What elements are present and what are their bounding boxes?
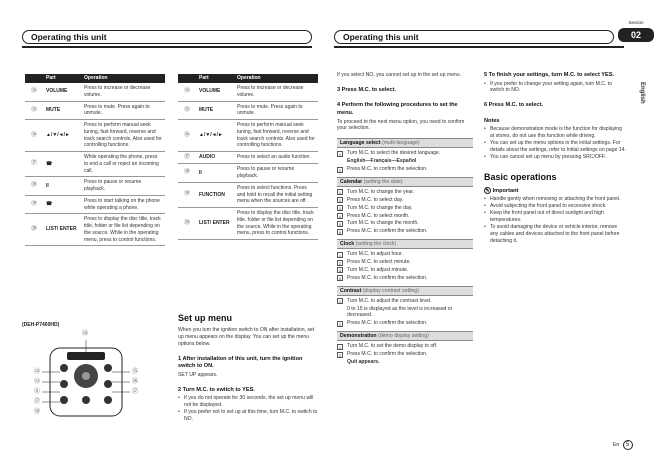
list-item: 2 Press M.C. to confirm the selection. — [338, 166, 428, 173]
left-header-title: Operating this unit — [31, 32, 107, 42]
box-subtitle: (demo display setting) — [378, 333, 429, 340]
row-part: VOLUME — [43, 83, 81, 101]
list-item: 2 Press M.C. to select day. — [338, 196, 404, 204]
row-part: FUNCTION — [196, 182, 234, 207]
table-row — [25, 120, 165, 152]
row-part: II — [196, 164, 234, 183]
bullet-item: • If you prefer to change your setting again, turn M.C. to switch to NO. — [484, 81, 626, 95]
language-steps — [337, 150, 473, 173]
row-operation: Press to increase or decrease volume. — [81, 83, 165, 101]
row-operation: Press to pause or resume playback. — [81, 177, 165, 196]
row-part: LIST/ ENTER — [196, 208, 234, 240]
left-header-rule — [22, 46, 312, 48]
row-part: MUTE — [196, 101, 234, 120]
step-text: Turn M.C. to adjust minute. — [347, 266, 409, 273]
table-row — [178, 208, 318, 240]
table-row — [178, 83, 318, 101]
language-tab — [636, 82, 646, 122]
step-text: Press M.C. to select minute. — [347, 259, 411, 266]
table-header-part: Part — [43, 74, 81, 83]
row-part: ▲/▼/◄/► — [43, 120, 81, 152]
box-title: Calendar — [340, 178, 363, 185]
box-subtitle: (setting the date) — [363, 178, 403, 185]
section-label: Section — [628, 20, 644, 25]
important-list — [484, 196, 626, 244]
list-item: 1 Turn M.C. to change the year. — [338, 188, 415, 196]
row-operation: Press to perform manual seek tuning, fast forward, reverse and track search controls. Also used for controlling functions. — [234, 120, 318, 152]
box-title: Demonstration — [340, 333, 377, 340]
callout: ⑪ — [34, 389, 41, 395]
col3-step4-title: 4 Perform the following procedures to set the menu. — [337, 102, 458, 116]
step-text: Press M.C. to confirm the selection. — [347, 351, 428, 358]
row-operation: Press to display the disc title, track title, folder or file list depending on the source. While in the operating menu, press to control functions. — [81, 214, 165, 246]
row-number: ⑯ — [25, 120, 43, 152]
remote-model-label: (DEH-P7400HD) — [22, 322, 60, 328]
right-header-rule — [334, 46, 624, 48]
callout: ⑬ — [34, 379, 41, 385]
notes-list — [484, 126, 626, 160]
table-row — [178, 164, 318, 183]
table-row — [25, 214, 165, 246]
step-text: Turn M.C. to change the year. — [347, 188, 415, 195]
list-item: 2 Press M.C. to confirm the selection. — [338, 351, 428, 358]
list-item — [337, 158, 473, 165]
step-text: Turn M.C. to adjust the contrast level. — [347, 297, 432, 304]
bullet-item: • You can cancel set up menu by pressing SRC/OFF. — [484, 154, 626, 161]
list-item: 1 Turn M.C. to adjust the contrast level. — [338, 297, 432, 305]
list-item: 5 Turn M.C. to change the month. — [338, 220, 419, 227]
remote-control-figure — [12, 322, 172, 432]
step-text: Press M.C. to confirm the selection. — [347, 320, 428, 327]
row-operation: While operating the phone, press to end a call or reject an incoming call. — [81, 152, 165, 177]
column-4 — [484, 72, 626, 245]
notes-title: Notes — [484, 117, 500, 124]
callout: ⑮ — [132, 369, 139, 375]
column-3 — [337, 72, 473, 366]
row-part: AUDIO — [196, 152, 234, 164]
section-marker — [618, 20, 654, 42]
table-row — [25, 195, 165, 214]
callout: ⑰ — [132, 389, 139, 395]
clock-box-header — [337, 239, 473, 249]
list-item: 3 Turn M.C. to adjust minute. — [338, 266, 409, 274]
table-row — [25, 83, 165, 101]
row-number: ⑳ — [178, 208, 196, 240]
row-part: ☎ — [43, 152, 81, 177]
important-icon: ✎ — [485, 187, 490, 194]
step-text: Turn M.C. to select the desired language. — [347, 150, 441, 157]
row-number: ⑰ — [178, 152, 196, 164]
row-number: ⑰ — [25, 152, 43, 177]
table-row — [178, 101, 318, 120]
table-header-blank — [178, 74, 196, 83]
setup-title: Set up menu — [178, 313, 233, 323]
parts-table-1 — [25, 74, 165, 246]
table-row — [25, 177, 165, 196]
list-item: 4 Press M.C. to confirm the selection. — [338, 274, 428, 282]
row-part: II — [43, 177, 81, 196]
bullet-item: • Keep the front panel out of direct sunlight and high temperatures. — [484, 210, 626, 224]
col4-step5-title: 5 To finish your settings, turn M.C. to select YES. — [484, 72, 615, 78]
right-header-title: Operating this unit — [343, 32, 419, 42]
step-text: 0 to 15 is displayed as the level is increased or decreased. — [347, 305, 453, 319]
row-number: ⑯ — [178, 120, 196, 152]
setup-step2-bullets — [178, 395, 320, 423]
page-number: 5 — [623, 440, 633, 450]
row-part: ▲/▼/◄/► — [196, 120, 234, 152]
row-part: MUTE — [43, 101, 81, 120]
bullet-item: • If you prefer not to set up at this time, turn M.C. to switch to NO. — [178, 409, 320, 423]
table-header-operation: Operation — [81, 74, 165, 83]
row-operation: Press to display the disc title, track title, folder or file list depending on the source. While in the operating menu, press to control functions. — [234, 208, 318, 240]
demo-steps — [337, 343, 473, 366]
step-text: Press M.C. to confirm the selection. — [347, 166, 428, 173]
callout: ⑭ — [82, 331, 89, 337]
list-item: 4 Press M.C. to select month. — [338, 212, 410, 220]
table-header-part: Part — [196, 74, 234, 83]
callout: ⑱ — [34, 409, 41, 415]
table-header-operation: Operation — [234, 74, 318, 83]
list-item: 3 Turn M.C. to change the day. — [338, 204, 413, 212]
list-item — [337, 306, 473, 320]
contrast-steps — [337, 298, 473, 328]
table-header-blank — [25, 74, 43, 83]
calendar-box-header — [337, 177, 473, 187]
box-title: Clock — [340, 241, 355, 248]
col3-top-text: If you select NO, you cannot set up in the set up menu. — [337, 72, 462, 78]
list-item: 1 Turn M.C. to select the desired language. — [338, 150, 441, 157]
step-text: Turn M.C. to change the day. — [347, 204, 413, 211]
language-box-header — [337, 138, 473, 148]
row-number: ⑳ — [25, 214, 43, 246]
col4-step5-bullets — [484, 81, 626, 95]
list-item — [337, 359, 473, 366]
row-part: VOLUME — [196, 83, 234, 101]
setup-step1-title: 1 After installation of this unit, turn the ignition switch to ON. — [178, 355, 303, 370]
parts-table-2 — [178, 74, 318, 240]
row-number: ⑱ — [178, 164, 196, 183]
calendar-steps — [337, 189, 473, 235]
basic-operations-title: Basic operations — [484, 171, 557, 182]
table-row — [25, 152, 165, 177]
callout: ⑯ — [132, 379, 139, 385]
row-part: ☎ — [43, 195, 81, 214]
row-operation: Press to mute. Press again to unmute. — [234, 101, 318, 120]
bullet-item: • You can set up the menu options in the initial settings. For details about the settings, refer to Initial settings on page 14. — [484, 140, 626, 154]
contrast-box-header — [337, 286, 473, 296]
language-tab-label: English — [639, 82, 645, 104]
row-operation: Press to pause or resume playback. — [234, 164, 318, 183]
row-operation: Press to start talking on the phone while operating a phone. — [81, 195, 165, 214]
callout: ⑰ — [34, 399, 41, 405]
callout: ⑫ — [34, 369, 41, 375]
col3-step3: 3 Press M.C. to select. — [337, 86, 397, 93]
row-number: ⑮ — [25, 101, 43, 120]
col4-step6: 6 Press M.C. to select. — [484, 102, 544, 109]
setup-step1-text: SET UP appears. — [178, 371, 218, 378]
step-text: Turn M.C. to change the month. — [347, 220, 419, 227]
step-text: Press M.C. to select day. — [347, 196, 404, 203]
demo-box-header — [337, 331, 473, 341]
important-title: Important — [492, 187, 519, 194]
row-number: ⑭ — [178, 83, 196, 101]
row-number: ⑲ — [178, 182, 196, 207]
row-operation: Press to select functions. Press and hold to recall the initial setting menu when the sources are off. — [234, 182, 318, 207]
box-title: Language select — [340, 140, 381, 147]
important-heading — [484, 187, 626, 196]
setup-menu-section — [178, 312, 320, 423]
box-subtitle: (setting the clock) — [355, 241, 397, 248]
bullet-item: • Avoid subjecting the front panel to excessive shock. — [484, 203, 626, 210]
step-text: Press M.C. to confirm the selection. — [347, 274, 428, 281]
row-number: ⑭ — [25, 83, 43, 101]
list-item: 1 Turn M.C. to adjust hour. — [338, 251, 403, 258]
row-operation: Press to select an audio function. — [234, 152, 318, 164]
list-item: 2 Press M.C. to select minute. — [338, 259, 411, 266]
step-text: Turn M.C. to adjust hour. — [347, 251, 403, 258]
bullet-item: • To avoid damaging the device or vehicle interior, remove any cables and devices attached to the front panel before detaching it. — [484, 224, 626, 245]
list-item: 2 Press M.C. to confirm the selection. — [338, 320, 428, 327]
box-subtitle: (display contrast setting) — [362, 287, 420, 294]
row-number: ⑮ — [178, 101, 196, 120]
list-item: 6 Press M.C. to confirm the selection. — [338, 228, 428, 235]
table-row — [178, 152, 318, 164]
box-title: Contrast — [340, 287, 362, 294]
table-row — [178, 120, 318, 152]
step-text: Turn M.C. to set the demo display to off. — [347, 343, 438, 350]
page-footer — [613, 440, 633, 450]
bullet-item: • Handle gently when removing or attaching the front panel. — [484, 196, 626, 203]
section-number: 02 — [618, 28, 654, 42]
bullet-item: • If you do not operate for 30 seconds, the set up menu will not be displayed. — [178, 395, 320, 409]
step-text: Press M.C. to select month. — [347, 212, 410, 219]
table-row — [25, 101, 165, 120]
right-header-tab — [334, 30, 614, 44]
row-operation: Press to increase or decrease volume. — [234, 83, 318, 101]
bullet-item: • Because demonstration mode is the function for displaying at stores, do not use this function while driving. — [484, 126, 626, 140]
row-number: ⑲ — [25, 195, 43, 214]
step-text: Press M.C. to confirm the selection. — [347, 228, 428, 235]
row-number: ⑱ — [25, 177, 43, 196]
footer-lang: En — [613, 442, 620, 448]
row-part: LIST/ ENTER — [43, 214, 81, 246]
clock-steps — [337, 251, 473, 282]
setup-intro: When you turn the ignition switch to ON after installation, set up menu appears on the display. You can set up the menu options below. — [178, 327, 315, 347]
left-header-tab — [22, 30, 312, 44]
step-text: English—Français—Español — [347, 158, 417, 165]
step-text: Quit appears. — [347, 358, 380, 365]
setup-step2-title: 2 Turn M.C. to switch to YES. — [178, 386, 255, 393]
row-operation: Press to mute. Press again to unmute. — [81, 101, 165, 120]
box-subtitle: (multi-language) — [382, 140, 420, 147]
row-operation: Press to perform manual seek tuning, fast forward, reverse and track search controls. Also used for controlling functions. — [81, 120, 165, 152]
col3-step4-text: To proceed to the next menu option, you need to confirm your selection. — [337, 118, 465, 132]
list-item: 1 Turn M.C. to set the demo display to off. — [338, 343, 438, 350]
table-row — [178, 182, 318, 207]
